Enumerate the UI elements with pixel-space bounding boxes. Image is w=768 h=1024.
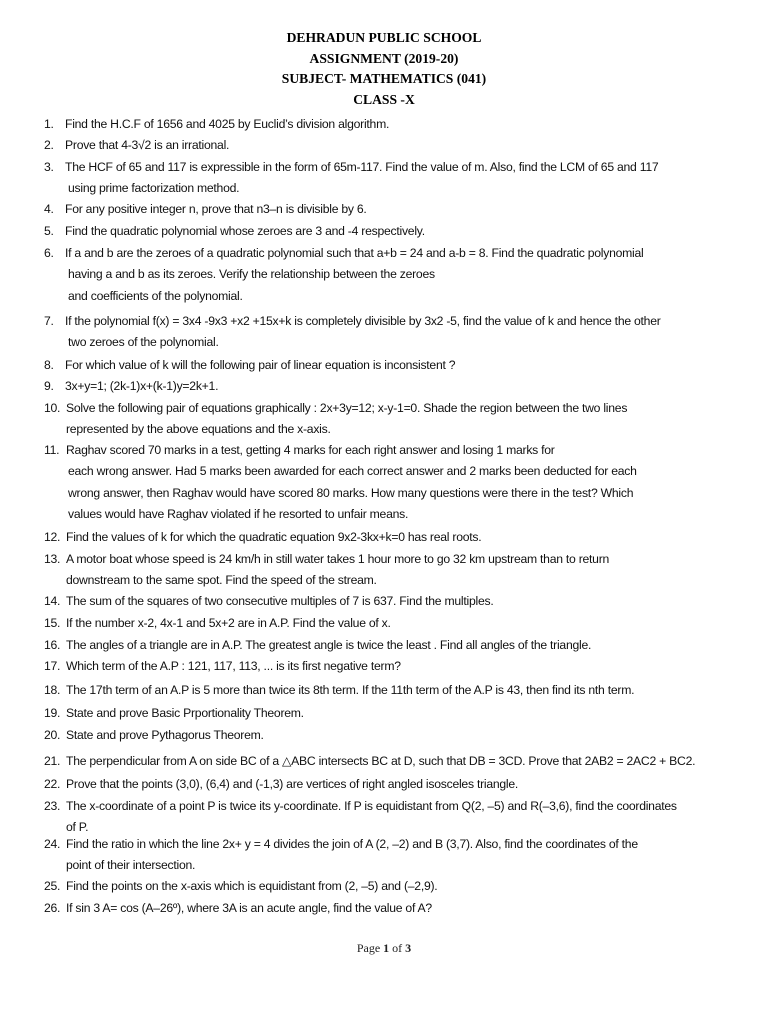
question-item [44, 680, 744, 701]
question-item [44, 135, 744, 156]
question-item [44, 376, 744, 397]
question-number: 25. [44, 879, 61, 893]
page-label: Page [356, 941, 381, 955]
question-number: 13. [44, 552, 61, 566]
question-text-continued: represented by the above equations and the x-axis. [66, 422, 331, 437]
question-number: 12. [44, 530, 61, 544]
question-text-continued: values would have Raghav violated if he resorted to unfair means. [68, 506, 409, 521]
question-item [44, 311, 744, 354]
question-text: The angles of a triangle are in A.P. The greatest angle is twice the least . Find all angles of the triangle. [66, 638, 592, 652]
question-text-continued: two zeroes of the polynomial. [68, 335, 219, 350]
question-item [44, 898, 744, 919]
question-item [44, 725, 744, 746]
question-item [44, 834, 744, 877]
question-text: Find the values of k for which the quadratic equation 9x2-3kx+k=0 has real roots. [66, 530, 482, 544]
question-text: If the polynomial f(x) = 3x4 -9x3 +x2 +15x+k is completely divisible by 3x2 -5, find the value of k and hence the other [65, 314, 661, 328]
question-number: 20. [44, 728, 61, 742]
question-text: Find the H.C.F of 1656 and 4025 by Euclid’s division algorithm. [65, 117, 390, 131]
question-text-continued: and coefficients of the polynomial. [68, 288, 243, 303]
question-number: 26. [44, 901, 61, 915]
question-text: Solve the following pair of equations graphically : 2x+3y=12; x-y-1=0. Shade the region between the two lines [66, 401, 628, 415]
question-text: If the number x-2, 4x-1 and 5x+2 are in A.P. Find the value of x. [66, 616, 391, 630]
document-header [0, 28, 768, 110]
question-number: 9. [44, 379, 54, 393]
question-text: Prove that the points (3,0), (6,4) and (-1,3) are vertices of right angled isosceles triangle. [66, 777, 519, 791]
question-text-continued: downstream to the same spot. Find the speed of the stream. [66, 573, 377, 588]
question-text: For any positive integer n, prove that n3–n is divisible by 6. [65, 202, 367, 216]
of-label: of [392, 941, 403, 955]
page-total: 3 [405, 941, 412, 955]
question-text: If sin 3 A= cos (A–26º), where 3A is an acute angle, find the value of A? [66, 901, 432, 915]
question-text: Find the points on the x-axis which is equidistant from (2, –5) and (–2,9). [66, 879, 438, 893]
question-item [44, 355, 744, 376]
question-text: Which term of the A.P : 121, 117, 113, ... is its first negative term? [66, 659, 401, 673]
question-item [44, 221, 744, 242]
question-text-continued: wrong answer, then Raghav would have scored 80 marks. How many questions were there in the test? Which [68, 485, 634, 500]
question-number: 2. [44, 138, 54, 152]
question-item [44, 440, 744, 525]
question-text: A motor boat whose speed is 24 km/h in still water takes 1 hour more to go 32 km upstream than to return [66, 552, 610, 566]
assignment-title: ASSIGNMENT (2019-20) [309, 50, 459, 66]
question-item [44, 157, 744, 200]
question-number: 1. [44, 117, 54, 131]
question-text: 3x+y=1; (2k-1)x+(k-1)y=2k+1. [65, 379, 219, 393]
question-item [44, 751, 744, 772]
question-number: 23. [44, 799, 61, 813]
question-text-continued: using prime factorization method. [68, 181, 240, 196]
question-item [44, 591, 744, 612]
question-item [44, 876, 744, 897]
question-number: 15. [44, 616, 61, 630]
question-item [44, 527, 744, 548]
question-number: 4. [44, 202, 54, 216]
question-number: 3. [44, 160, 54, 174]
question-item [44, 796, 744, 839]
question-number: 11. [44, 443, 60, 457]
question-text: Prove that 4-3√2 is an irrational. [65, 138, 230, 152]
question-text-continued: having a and b as its zeroes. Verify the relationship between the zeroes [68, 267, 435, 282]
question-text-continued: of P. [66, 820, 89, 835]
question-number: 24. [44, 837, 61, 851]
page-number: 1 [383, 941, 390, 955]
question-number: 18. [44, 683, 61, 697]
question-item [44, 114, 744, 135]
question-item [44, 243, 744, 307]
question-number: 10. [44, 401, 61, 415]
school-name: DEHRADUN PUBLIC SCHOOL [286, 30, 482, 45]
question-item [44, 703, 744, 724]
subject-title: SUBJECT- MATHEMATICS (041) [281, 71, 487, 86]
class-title: CLASS -X [353, 91, 415, 107]
question-item [44, 398, 744, 441]
question-number: 6. [44, 246, 54, 260]
question-text: Find the quadratic polynomial whose zeroes are 3 and -4 respectively. [65, 224, 425, 238]
question-number: 22. [44, 777, 61, 791]
question-text: Find the ratio in which the line 2x+ y = 4 divides the join of A (2, –2) and B (3,7). Also, find the coordinates of the [66, 837, 638, 851]
question-item [44, 199, 744, 220]
question-text-continued: each wrong answer. Had 5 marks been awarded for each correct answer and 2 marks been deducted for each [68, 464, 637, 479]
question-item [44, 613, 744, 634]
question-text: The perpendicular from A on side BC of a △ABC intersects BC at D, such that DB = 3CD. Prove that 2AB2 = 2AC2 + BC2. [66, 754, 696, 768]
question-text: For which value of k will the following pair of linear equation is inconsistent ? [65, 358, 456, 372]
question-number: 7. [44, 314, 54, 328]
question-number: 14. [44, 594, 61, 608]
question-item [44, 549, 744, 592]
question-number: 17. [44, 659, 61, 673]
question-number: 8. [44, 358, 54, 372]
question-text: Raghav scored 70 marks in a test, getting 4 marks for each right answer and losing 1 marks for [66, 443, 555, 457]
question-item [44, 635, 744, 656]
question-text: The HCF of 65 and 117 is expressible in the form of 65m-117. Find the value of m. Also, find the LCM of 65 and 117 [65, 160, 659, 174]
question-text: The sum of the squares of two consecutive multiples of 7 is 637. Find the multiples. [66, 594, 494, 608]
question-number: 21. [44, 754, 61, 768]
question-number: 19. [44, 706, 61, 720]
question-text: The x-coordinate of a point P is twice its y-coordinate. If P is equidistant from Q(2, –5) and R(–3,6), find the coordinates [66, 799, 677, 813]
question-text: If a and b are the zeroes of a quadratic polynomial such that a+b = 24 and a-b = 8. Find the quadratic polynomial [65, 246, 644, 260]
question-text: The 17th term of an A.P is 5 more than twice its 8th term. If the 11th term of the A.P is 43, then find its nth term. [66, 683, 635, 697]
page-footer [0, 941, 768, 956]
question-number: 16. [44, 638, 61, 652]
question-item [44, 656, 744, 677]
question-item [44, 774, 744, 795]
question-text: State and prove Basic Prportionality Theorem. [66, 706, 304, 720]
question-number: 5. [44, 224, 54, 238]
question-text: State and prove Pythagorus Theorem. [66, 728, 264, 742]
question-text-continued: point of their intersection. [66, 858, 196, 873]
